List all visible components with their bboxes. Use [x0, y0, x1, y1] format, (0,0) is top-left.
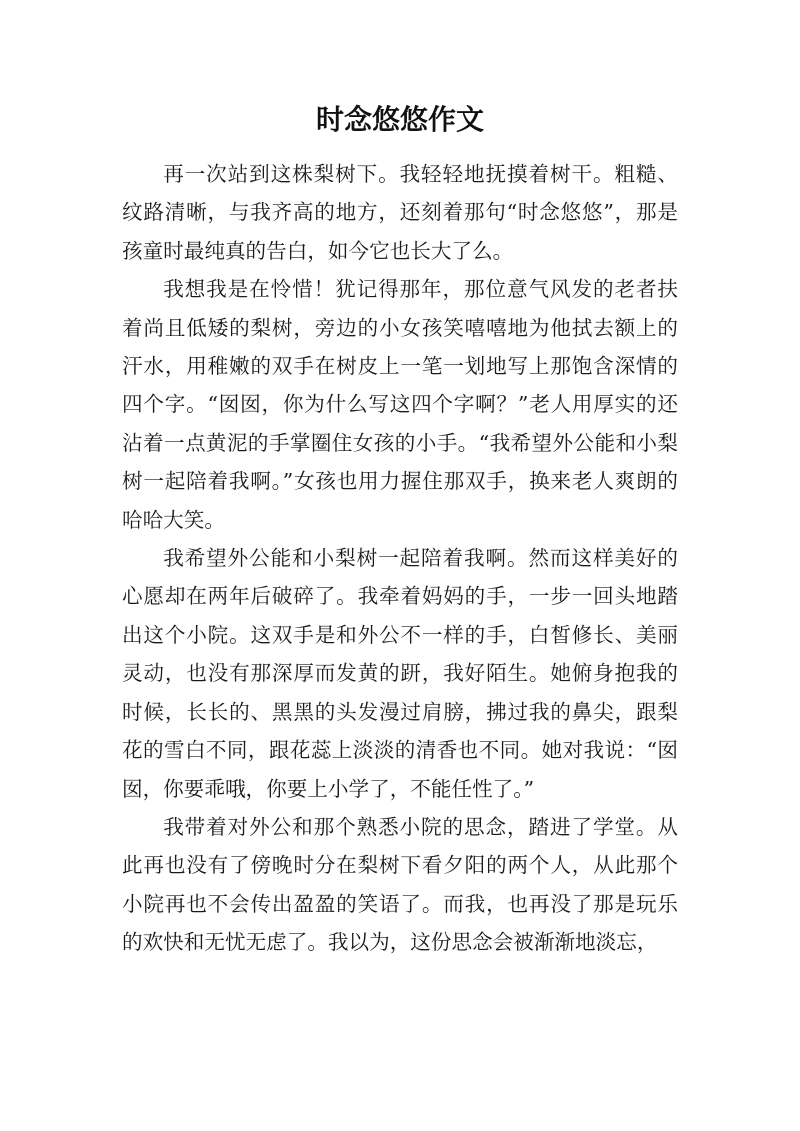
paragraph-3: 我希望外公能和小梨树一起陪着我啊。然而这样美好的心愿却在两年后破碎了。我牵着妈妈的手，一步一回头地踏出这个小院。这双手是和外公不一样的手，白皙修长、美丽灵动，也没有那深厚而发黄的趼，我好陌生。她俯身抱我的时候，长长的、黑黑的头发漫过肩膀，拂过我的鼻尖，跟梨花的雪白不同，跟花蕊上淡淡的清香也不同。她对我说：“囡囡，你要乖哦，你要上小学了，不能任性了。”: [122, 546, 678, 801]
paragraph-1: 再一次站到这株梨树下。我轻轻地抚摸着树干。粗糙、纹路清晰，与我齐高的地方，还刻着那句“时念悠悠”，那是孩童时最纯真的告白，如今它也长大了么。: [122, 162, 678, 263]
paragraph-4: 我带着对外公和那个熟悉小院的思念，踏进了学堂。从此再也没有了傍晚时分在梨树下看夕阳的两个人，从此那个小院再也不会传出盈盈的笑语了。而我，也再没了那是玩乐的欢快和无忧无虑了。我以为，这份思念会被渐渐地淡忘，: [122, 814, 678, 955]
document-body: [122, 155, 678, 962]
document-title: 时念悠悠作文: [315, 103, 484, 136]
paragraph-2: 我想我是在怜惜！犹记得那年，那位意气风发的老者扶着尚且低矮的梨树，旁边的小女孩笑嘻嘻地为他拭去额上的汗水，用稚嫩的双手在树皮上一笔一划地写上那饱含深情的四个字。“囡囡，你为什么写这四个字啊？”老人用厚实的还沾着一点黄泥的手掌圈住女孩的小手。“我希望外公能和小梨树一起陪着我啊。”女孩也用力握住那双手，换来老人爽朗的哈哈大笑。: [122, 277, 678, 532]
